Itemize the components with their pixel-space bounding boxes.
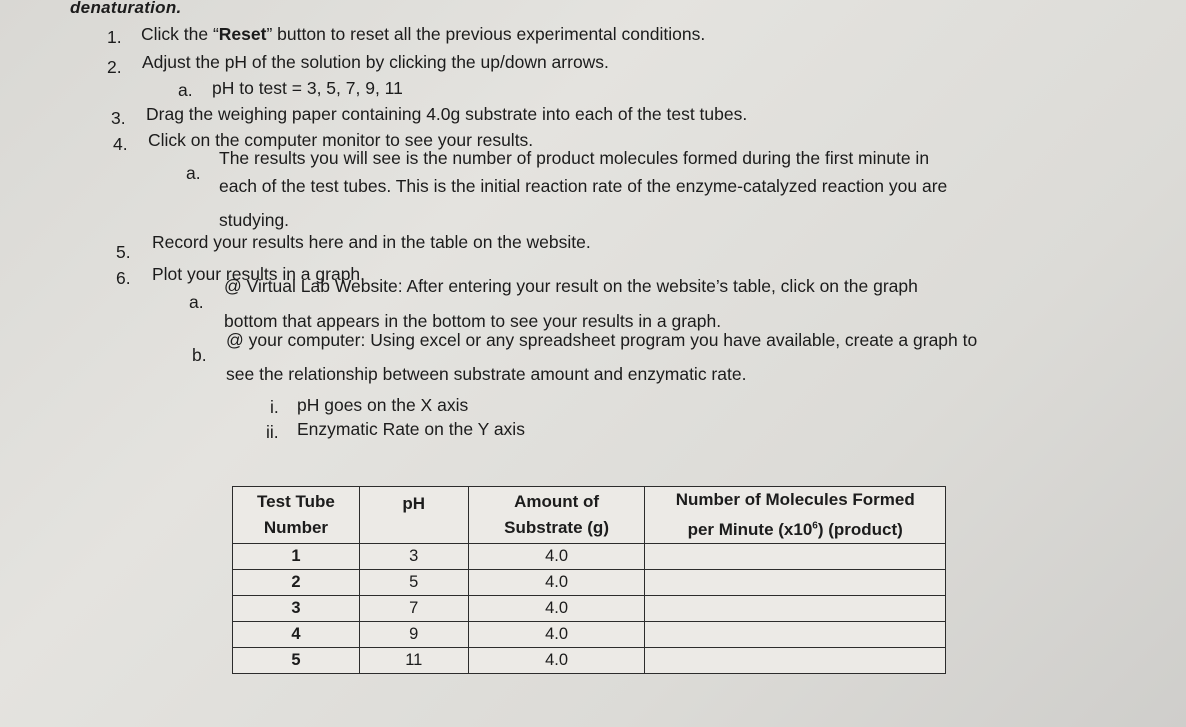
cell-tube-number: 2 [233, 569, 360, 595]
section-heading: denaturation. [70, 0, 182, 17]
step-6b-i-text: pH goes on the X axis [297, 395, 469, 415]
header-amount-of-substrate [468, 487, 645, 544]
table-row [233, 621, 946, 647]
step-2a-text: pH to test = 3, 5, 7, 9, 11 [212, 78, 403, 98]
header-molecules-exponent: 6 [812, 520, 818, 531]
step-6a-letter: a. [189, 292, 204, 312]
header-ph-label: pH [402, 494, 426, 513]
header-molecules-line2-post: ) (product) [817, 519, 903, 539]
step-1-number: 1. [107, 27, 122, 47]
header-amount-line1: Amount of [514, 491, 600, 511]
step-2-text: Adjust the pH of the solution by clicking the up/down arrows. [142, 52, 609, 72]
cell-tube-number: 1 [233, 543, 360, 569]
cell-amount: 4.0 [468, 647, 645, 673]
step-1-text [141, 24, 705, 45]
step-3-number: 3. [111, 108, 126, 128]
cell-amount: 4.0 [468, 569, 645, 595]
results-table [232, 486, 946, 674]
step-5-text: Record your results here and in the table on the website. [152, 232, 591, 252]
step-4-number: 4. [113, 134, 128, 154]
step-4-text: Click on the computer monitor to see your results. [148, 130, 534, 150]
step-4a-letter: a. [186, 163, 201, 183]
step-4a-text-line1: The results you will see is the number of product molecules formed during the first minute in [219, 148, 930, 168]
cell-amount: 4.0 [468, 595, 645, 621]
step-6b-text-line2: see the relationship between substrate amount and enzymatic rate. [226, 364, 747, 384]
step-1-text-pre: Click the “ [141, 24, 219, 44]
step-6a-text-line1: @ Virtual Lab Website: After entering your result on the website’s table, click on the graph [224, 276, 918, 296]
header-molecules-line2 [688, 520, 903, 539]
step-6b-ii-text: Enzymatic Rate on the Y axis [297, 419, 525, 439]
table-row [233, 595, 946, 621]
step-6b-letter: b. [192, 345, 207, 365]
step-2-number: 2. [107, 57, 122, 77]
step-2a-letter: a. [178, 80, 193, 100]
table-row [233, 647, 946, 673]
header-test-tube-line2: Number [263, 517, 329, 537]
header-amount-line2: Substrate (g) [504, 517, 609, 537]
step-1-reset-word: Reset [218, 24, 267, 44]
cell-molecules-input[interactable] [645, 569, 946, 595]
table-row [233, 569, 946, 595]
cell-ph: 7 [359, 595, 468, 621]
step-6b-text-line1: @ your computer: Using excel or any spreadsheet program you have available, create a graph to [226, 330, 978, 350]
cell-amount: 4.0 [468, 621, 645, 647]
step-6b-ii-numeral: ii. [266, 422, 279, 442]
cell-amount: 4.0 [468, 543, 645, 569]
header-test-tube-number [233, 487, 360, 544]
cell-molecules-input[interactable] [645, 595, 946, 621]
cell-molecules-input[interactable] [645, 647, 946, 673]
step-6b-i-numeral: i. [270, 397, 279, 417]
step-1-text-post: ” button to reset all the previous experimental conditions. [266, 24, 706, 44]
header-ph [359, 487, 468, 544]
header-molecules-line1: Number of Molecules Formed [675, 490, 915, 509]
header-molecules-formed [645, 487, 946, 544]
table-header-row [233, 487, 946, 544]
header-test-tube-line1: Test Tube [257, 491, 335, 511]
step-5-number: 5. [116, 242, 131, 262]
step-6-number: 6. [116, 268, 131, 288]
step-4a-text-line3: studying. [219, 210, 290, 230]
cell-tube-number: 4 [233, 621, 360, 647]
cell-ph: 9 [359, 621, 468, 647]
cell-molecules-input[interactable] [645, 543, 946, 569]
step-6-text: Plot your results in a graph. [152, 264, 366, 284]
step-6a-text-line2: bottom that appears in the bottom to see your results in a graph. [224, 311, 722, 331]
cell-ph: 11 [359, 647, 468, 673]
step-3-text: Drag the weighing paper containing 4.0g substrate into each of the test tubes. [146, 104, 748, 124]
cell-ph: 5 [359, 569, 468, 595]
table-row [233, 543, 946, 569]
header-molecules-line2-pre: per Minute (x10 [687, 519, 813, 539]
step-4a-text-line2: each of the test tubes. This is the initial reaction rate of the enzyme-catalyzed reaction you are [219, 176, 948, 196]
cell-molecules-input[interactable] [645, 621, 946, 647]
cell-tube-number: 3 [233, 595, 360, 621]
cell-ph: 3 [359, 543, 468, 569]
cell-tube-number: 5 [233, 647, 360, 673]
